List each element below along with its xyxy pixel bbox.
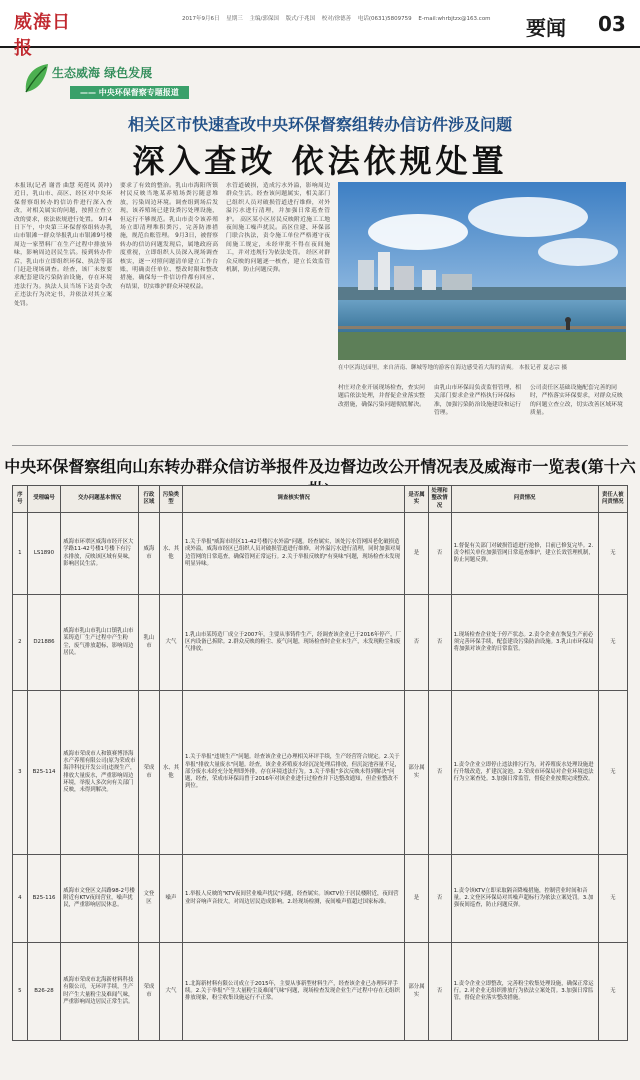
table-row xyxy=(13,943,628,1041)
col-header: 调查核实情况 xyxy=(182,486,404,513)
table-header-row xyxy=(13,486,628,513)
col-header: 问责情况 xyxy=(451,486,598,513)
phone: 电话(0631)5809759 xyxy=(357,16,412,22)
article-column-2: 要求了有效的整治。乳山市海阳所镇村民反映当地某养殖场粪污随意堆放，污染周边环境。调查组到场后发现，该养殖场已建设粪污处理设施，但运行不够规范。乳山市责令该养殖场立即清理堆积粪污，完善防渗措施，规范台账管理。 9月3日，被督察转办的信访问题发现后，属地政府高度重视，立即组织人员深入现场调查核实，逐一对照问题清单建立工作台账，明确责任单位、整改时限和整改措施，确保每一件信访件都有回应、有结果，切实维护群众环境权益。 xyxy=(120,183,218,290)
cell-issue: 威海市荣成市北海新材料科技有限公司，无环评手续，生产时产生大量粉尘及难闻气味，严重影响周边居民正常生活。 xyxy=(61,943,139,1041)
cell-issue: 威海市荣成市人和镇赛博泽海水产养殖有限公司(原为荣成市海洋科技开发公司)违规生产，排放大量废水，严重影响周边环境，举报人多次向有关部门反映，未得到解决。 xyxy=(61,691,139,855)
cell-person: 无 xyxy=(598,691,627,855)
cell-issue: 威海市乳山市乳山口镇乳山市某铸造厂生产过程中产生粉尘，废气排放超标，影响周边居民。 xyxy=(61,595,139,691)
subheadline: 相关区市快速查改中央环保督察组转办信访件涉及问题 xyxy=(127,115,512,134)
layout-editor: 版式/于兆国 xyxy=(285,16,315,22)
cell-id: B26-28 xyxy=(27,943,61,1041)
proofreader: 校对/徐德善 xyxy=(321,16,352,22)
section-title: 要闻 xyxy=(526,16,566,40)
cell-seq: 3 xyxy=(13,691,28,855)
cell-investigation: 1.乳山市某铸造厂成立于2007年，主要从事铸件生产，经调查该企业已于2016年停产，厂区内设备已拆除。2.群众反映的粉尘、废气问题，现场检查时企业未生产，未发现粉尘和废气排放。 xyxy=(182,595,404,691)
cell-type: 大气 xyxy=(159,595,182,691)
col-header: 污染类型 xyxy=(159,486,182,513)
cell-person: 无 xyxy=(598,595,627,691)
cell-region: 荣成市 xyxy=(138,943,159,1041)
table-title: 中央环保督察组向山东转办群众信访举报件及边督边改公开情况表及威海市一览表(第十六 xyxy=(4,457,636,476)
col-header: 交办问题基本情况 xyxy=(61,486,139,513)
cell-fact: 部分属实 xyxy=(405,943,428,1041)
cell-seq: 4 xyxy=(13,855,28,943)
cell-region: 荣成市 xyxy=(138,691,159,855)
cell-seq: 5 xyxy=(13,943,28,1041)
cell-type: 水、其他 xyxy=(159,513,182,595)
masthead-meta xyxy=(182,14,496,22)
lower-column-1: 村庄对企业开展现场检查，查实问题后依法处理，并督促企业落实整改措施，确保污染问题彻底解决。 xyxy=(338,385,425,408)
cell-id: B25-116 xyxy=(27,855,61,943)
col-header: 受理编号 xyxy=(27,486,61,513)
cell-id: LS1890 xyxy=(27,513,61,595)
cell-fact: 否 xyxy=(405,595,428,691)
cell-region: 文登区 xyxy=(138,855,159,943)
cell-handling: 1.督促有关部门对破损管道进行抢修，目前已修复完毕。2.责令相关单位加强管网日常巡查维护，建立长效管理机制，防止问题反弹。 xyxy=(451,513,598,595)
banner-title: 生态威海 绿色发展 xyxy=(52,66,153,80)
cell-person: 无 xyxy=(598,943,627,1041)
article-column-1: 本报讯(记者 谢晋 曲慧 苑莲凤 黄冲)近日，乳山市、高区、经区对中央环保督察组转办的信访件进行深入查改，对相关属实的问题，按照立查立改的要求，依法依规进行处置。 9月4日下午，中央第三环保督察组转办乳山市银滩一群众举报乳山市银滩9号楼周边一家塑料厂在生产过程中排放异味，影响周边居民生活。接到转办件后，乳山市立即组织环保、执法等部门赶赴现场调查。经查，该厂未按要求配套建设污染防治设施，存在环境违法行为。执法人员当场下达责令改正违法行为决定书，并依法对其立案处罚。 xyxy=(14,183,112,307)
cell-issue: 威海市文登区文昌路98-2号楼附近有KTV夜间营业，噪声扰民，严重影响居民休息。 xyxy=(61,855,139,943)
banner-subtitle: —— 中央环保督察专题报道 xyxy=(70,86,189,99)
col-header: 行政区域 xyxy=(138,486,159,513)
leaf-icon xyxy=(22,62,50,96)
cell-region: 威海市 xyxy=(138,513,159,595)
divider xyxy=(12,445,628,446)
cell-handling: 1.现场检查企业处于停产状态。2.责令企业在恢复生产前必须完善环保手续，配套建设污染防治设施。3.乳山市环保局将加强对该企业的日常监管。 xyxy=(451,595,598,691)
col-header: 序号 xyxy=(13,486,28,513)
cell-investigation: 1.关于举报"违规生产"问题。经查该企业已办理相关环评手续，生产经营符合规定。2.关于举报"排放大量废水"问题。经查，该企业养殖废水经沉淀处理后排放，但沉淀池容量不足，部分废水未经充分处理即外排，存在环境违法行为。3.关于举报"多次反映未得到解决"问题，经查，荣成市环保局曾于2016年对该企业进行过检查并下达整改通知，但企业整改不到位。 xyxy=(182,691,404,855)
cell-issue: 威海市环翠区威海市经开区大学路11-42号楼1号楼下有污水排放，反映该区域有臭味，影响居民生活。 xyxy=(61,513,139,595)
table-row xyxy=(13,855,628,943)
main-headline: 深入查改 依法依规处置 xyxy=(132,142,508,180)
cell-accountability: 否 xyxy=(428,855,451,943)
lower-column-2: 由乳山市环保局负责监督管理，相关部门要求企业严格执行环保标准，加强污染防治设施建设和运行管理。 xyxy=(434,385,521,417)
cell-id: D21886 xyxy=(27,595,61,691)
cell-seq: 2 xyxy=(13,595,28,691)
cell-fact: 是 xyxy=(405,513,428,595)
cell-accountability: 否 xyxy=(428,691,451,855)
cell-accountability: 否 xyxy=(428,595,451,691)
cell-investigation: 1.举报人反映的"KTV夜间营业噪声扰民"问题，经查属实。该KTV位于居民楼附近，夜间营业时音响声音较大，对周边居民造成影响。2.经现场检测，夜间噪声值超过国家标准。 xyxy=(182,855,404,943)
col-header: 是否属实 xyxy=(405,486,428,513)
cell-accountability: 否 xyxy=(428,943,451,1041)
col-header: 处理和整改情况 xyxy=(428,486,451,513)
cell-investigation: 1.北海新材料有限公司成立于2015年，主要从事新型材料生产，经查该企业已办理环评手续。2.关于举报"产生大量粉尘及难闻气味"问题，现场检查发现企业生产过程中存在无组织排放现象，粉尘收集设施运行不正常。 xyxy=(182,943,404,1041)
cell-id: B25-114 xyxy=(27,691,61,855)
issue-date: 2017年9月6日 xyxy=(182,16,220,22)
cell-type: 噪声 xyxy=(159,855,182,943)
newspaper-logo: 威海日报 xyxy=(14,12,71,59)
cell-handling: 1.责令该KTV立即采取隔音降噪措施，控制营业时间和音量。2.文登区环保局对其噪声超标行为依法立案处罚。3.加强夜间巡查，防止问题反弹。 xyxy=(451,855,598,943)
table-row xyxy=(13,691,628,855)
cell-handling: 1.责令企业立即停止违法排污行为，对养殖废水处理设施进行升级改造，扩建沉淀池。2.荣成市环保局对企业环境违法行为立案查处。3.加强日常监管，督促企业按期完成整改。 xyxy=(451,691,598,855)
issue-weekday: 星期三 xyxy=(226,16,243,22)
article-column-3: 水管道破损，造成污水外溢，影响周边群众生活。经查该问题属实，相关部门已组织人员对破损管道进行维修，对外溢污水进行清理，并加强日常巡查管护。 高区某小区居民反映附近施工工地夜间施工噪声扰民。高区住建、环保部门联合执法，责令施工单位严格遵守夜间施工规定，未经审批不得在夜间施工，并对违规行为依法处罚。 经区对群众反映的问题逐一核查，建立长效监管机制，防止问题反弹。 xyxy=(226,183,330,274)
cell-fact: 部分属实 xyxy=(405,691,428,855)
cell-region: 乳山市 xyxy=(138,595,159,691)
photo-caption: 在中区海边园里，来自济南、聊城等地的游客在海边感受着大海的清爽。 本报记者 夏志宗 摄 xyxy=(338,365,568,371)
col-header: 责任人被问责情况 xyxy=(598,486,627,513)
cell-investigation: 1.关于举报"威海市经区11-42号楼污水外溢"问题。经查属实，该处污水管网因老化破损造成外溢，威海市经区已组织人员对破损管道进行维修，对外溢污水进行清理，同时加强对周边管网的日常巡查，确保管网正常运行。2.关于举报反映的"有臭味"问题，现场检查未发现明显异味。 xyxy=(182,513,404,595)
cell-accountability: 否 xyxy=(428,513,451,595)
email: E-mail:whrbjtzx@163.com xyxy=(418,16,491,22)
page-number: 03 xyxy=(598,12,626,36)
chief-editor: 主编/郭保国 xyxy=(249,16,279,22)
cell-fact: 是 xyxy=(405,855,428,943)
table-row xyxy=(13,595,628,691)
cell-handling: 1.责令企业立即整改，完善粉尘收集处理设施，确保正常运行。2.对企业无组织排放行为依法立案处罚。3.加强日常监管，督促企业落实整改措施。 xyxy=(451,943,598,1041)
cell-type: 大气 xyxy=(159,943,182,1041)
news-photo xyxy=(338,182,626,360)
table-row xyxy=(13,513,628,595)
cell-seq: 1 xyxy=(13,513,28,595)
cell-person: 无 xyxy=(598,513,627,595)
lower-column-3: 公司责任区基础设施配套完善的同时，严格落实环保要求，对群众反映的问题立查立改，切实改善区域环境质量。 xyxy=(530,385,623,417)
complaint-table xyxy=(12,485,628,1041)
cell-person: 无 xyxy=(598,855,627,943)
cell-type: 水、其他 xyxy=(159,691,182,855)
